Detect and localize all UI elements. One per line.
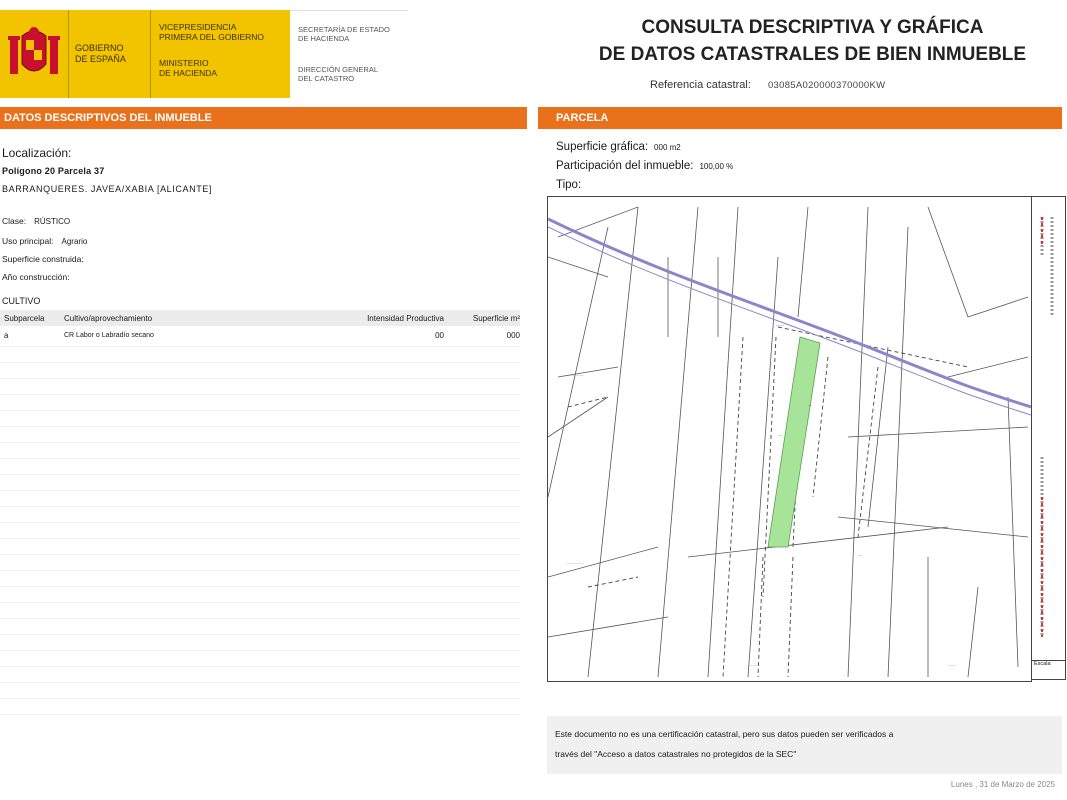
participacion-label: Participación del inmueble: (556, 160, 694, 172)
superficie-grafica-value: 000 m2 (654, 143, 681, 152)
svg-text:·········: ········· (566, 561, 584, 567)
ministry-line-2: PRIMERA DEL GOBIERNO (159, 32, 265, 42)
uso-field (2, 236, 87, 246)
notice-line-2[interactable]: través del "Acceso a datos catastrales no protegidos de la SEC" (555, 749, 797, 759)
cadastral-map-drawing (548, 197, 1031, 681)
title-line-1: CONSULTA DESCRIPTIVA Y GRÁFICA (641, 17, 984, 38)
parcel-info (556, 138, 733, 194)
secretaria-line-2: DE HACIENDA (298, 34, 350, 43)
table-row (0, 326, 520, 344)
table-header-row (0, 310, 520, 326)
map-scale (1032, 660, 1066, 680)
svg-text:··: ·· (858, 553, 862, 559)
map-legend (1032, 196, 1066, 680)
location-line-2: BARRANQUERES. JAVEA/XABIA [ALICANTE] (2, 184, 212, 194)
ministry-line-4: DE HACIENDA (159, 68, 218, 78)
superficie-grafica-label: Superficie gráfica: (556, 141, 649, 153)
gov-line-1: GOBIERNO (75, 43, 124, 53)
col-subparcela: Subparcela (4, 313, 45, 323)
disclaimer-notice (547, 716, 1062, 774)
footer-date: Lunes , 31 de Marzo de 2025 (950, 780, 1055, 789)
scale-label: Escala (1034, 661, 1051, 667)
title-line-2: DE DATOS CATASTRALES DE BIEN INMUEBLE (598, 44, 1027, 65)
direccion-line-1: DIRECCIÓN GENERAL (298, 65, 379, 74)
col-superficie: Superficie m² (472, 313, 520, 323)
svg-text:·········: ········· (566, 373, 584, 379)
ministry-line-1: VICEPRESIDENCIA (159, 22, 237, 32)
direccion-line-2: DEL CATASTRO (298, 74, 355, 83)
superficie-construida-label: Superficie construida: (2, 254, 84, 264)
cultivo-table (0, 310, 520, 730)
notice-line-1: Este documento no es una certificación catastral, pero sus datos pueden ser verificados a (555, 729, 894, 739)
svg-text:····: ···· (948, 663, 956, 669)
superficie-construida-field (2, 254, 84, 264)
government-logo-block (0, 10, 408, 98)
svg-text:·····: ····· (748, 663, 758, 669)
cell-superficie: 000 (506, 330, 520, 340)
gov-line-2: DE ESPAÑA (75, 54, 126, 64)
clase-label: Clase: (2, 216, 27, 226)
cultivo-title: CULTIVO (2, 296, 41, 306)
uso-value: Agrario (61, 237, 88, 246)
cell-subparcela: a (4, 330, 9, 340)
ref-value[interactable]: 03085A020000370000KW (767, 80, 886, 91)
clase-value: RÚSTICO (34, 217, 71, 226)
cell-cultivo: CR Labor o Labradío secano (64, 331, 154, 339)
cadastral-reference (650, 79, 885, 91)
map-legend-drawing (1032, 197, 1066, 661)
secretaria-name (290, 10, 408, 98)
section-header-descriptive: DATOS DESCRIPTIVOS DEL INMUEBLE (0, 107, 527, 129)
participacion-value: 100,00 % (699, 162, 734, 171)
svg-text:··: ·· (808, 403, 812, 409)
secretaria-line-1: SECRETARÍA DE ESTADO (298, 25, 390, 34)
tipo-label: Tipo: (556, 179, 582, 191)
ref-label: Referencia catastral: (650, 79, 751, 91)
col-cultivo: Cultivo/aprovechamiento (64, 313, 153, 323)
uso-label: Uso principal: (2, 236, 54, 246)
participacion-field (556, 157, 733, 176)
ministry-name (150, 10, 290, 98)
svg-text:··: ·· (778, 433, 782, 439)
clase-field (2, 216, 70, 226)
svg-text:····: ···· (776, 323, 784, 329)
location-heading: Localización: (2, 146, 72, 160)
location-line-1: Polígono 20 Parcela 37 (2, 166, 105, 176)
tipo-field (556, 176, 733, 194)
anio-construccion-label: Año construcción: (2, 272, 70, 282)
government-name (68, 10, 150, 98)
superficie-grafica-field (556, 138, 733, 157)
cell-intensidad: 00 (435, 330, 444, 340)
table-empty-rows (0, 346, 520, 730)
descriptive-data-panel (0, 132, 527, 552)
col-intensidad: Intensidad Productiva (367, 313, 444, 323)
anio-construccion-field (2, 272, 70, 282)
cadastral-map[interactable] (547, 196, 1032, 682)
ministry-line-3: MINISTERIO (159, 58, 209, 68)
spain-coat-of-arms-icon (0, 10, 68, 98)
section-header-parcel: PARCELA (538, 107, 1062, 129)
document-title (560, 14, 1065, 68)
